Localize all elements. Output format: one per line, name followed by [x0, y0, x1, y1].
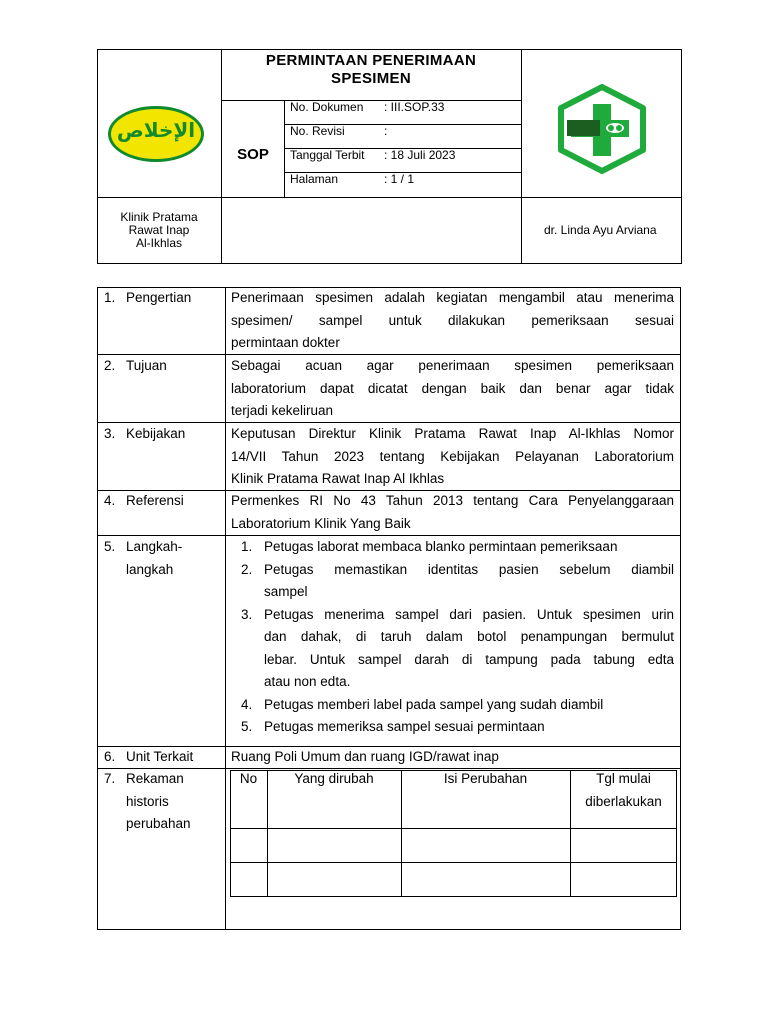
section-content: Ruang Poli Umum dan ruang IGD/rawat inap — [231, 749, 499, 764]
clinic-name: Klinik Pratama Rawat Inap Al-Ikhlas — [120, 210, 198, 250]
section-content: Sebagai acuan agar penerimaan spesimen pemeriksaan laboratorium dapat dicatat dengan baik dan benar agar tidak terjadi kekeliruan — [231, 358, 674, 418]
meta-value-page: : 1 / 1 — [384, 172, 415, 186]
title-divider — [221, 100, 521, 101]
sop-label: SOP — [237, 146, 269, 163]
section-number: 4. — [104, 493, 116, 508]
section-content: Permenkes RI No 43 Tahun 2013 tentang Cara Penyelanggaraan Laboratorium Klinik Yang Baik — [231, 493, 674, 531]
section-label: Referensi — [126, 493, 184, 508]
clinic-logo — [106, 104, 206, 164]
meta-value-rev: : — [384, 124, 388, 138]
section-content: Keputusan Direktur Klinik Pratama Rawat Inap Al-Ikhlas Nomor 14/VII Tahun 2023 tentang Kebijakan Pelayanan Laboratorium Klinik Pratama Rawat Inap Al Ikhlas — [231, 426, 674, 486]
meta-label-rev: No. Revisi — [290, 124, 345, 138]
meta-value-date: : 18 Juli 2023 — [384, 148, 456, 162]
list-item: 3. Petugas menerima sampel dari pasien. Untuk spesimen urin dan dahak, di taruh dalam botol penampungan bermulut lebar. Untuk sampel darah di tampung pada tabung edta atau non edta. — [241, 606, 674, 689]
meta-value-doc: : III.SOP.33 — [384, 100, 445, 114]
section-label: Pengertian — [126, 290, 192, 305]
section-number: 5. — [104, 539, 116, 554]
history-header-content: Isi Perubahan — [443, 771, 528, 786]
list-item: 1. Petugas laborat membaca blanko permintaan pemeriksaan — [241, 539, 618, 554]
section-number: 6. — [104, 749, 116, 764]
steps-list — [231, 536, 674, 739]
meta-label-date: Tanggal Terbit — [290, 148, 365, 162]
section-number: 7. — [104, 771, 116, 786]
clinic-logo-text: الإخلاص — [116, 118, 196, 142]
section-label: Rekaman historis perubahan — [126, 771, 191, 831]
section-number: 1. — [104, 290, 116, 305]
list-item: 4. Petugas memberi label pada sampel yang sudah diambil — [241, 696, 604, 712]
history-header-no: No — [239, 771, 258, 786]
section-number: 3. — [104, 426, 116, 441]
signatory-name: dr. Linda Ayu Arviana — [544, 223, 657, 237]
history-header-date: Tgl mulai diberlakukan — [585, 771, 662, 809]
page-title: PERMINTAAN PENERIMAAN SPESIMEN — [265, 52, 477, 87]
history-header-changed: Yang dirubah — [294, 771, 374, 786]
health-logo-icon — [555, 84, 649, 174]
meta-label-page: Halaman — [290, 172, 339, 186]
section-label: Kebijakan — [126, 426, 186, 441]
main-column-divider — [225, 287, 226, 930]
section-number: 2. — [104, 358, 116, 373]
list-item: 2. Petugas memastikan identitas pasien sebelum diambil sampel — [241, 561, 674, 599]
section-label: Tujuan — [126, 358, 167, 373]
section-content: Penerimaan spesimen adalah kegiatan mengambil atau menerima spesimen/ sampel untuk dilakukan pemeriksaan sesuai permintaan dokter — [231, 290, 674, 350]
header-divider-right — [521, 49, 522, 264]
section-label: Langkah- langkah — [126, 539, 183, 577]
list-item: 5. Petugas memeriksa sampel sesuai permintaan — [241, 719, 545, 734]
header-divider-mid — [97, 197, 682, 198]
section-label: Unit Terkait — [126, 749, 194, 764]
meta-label-doc: No. Dokumen — [290, 100, 364, 114]
